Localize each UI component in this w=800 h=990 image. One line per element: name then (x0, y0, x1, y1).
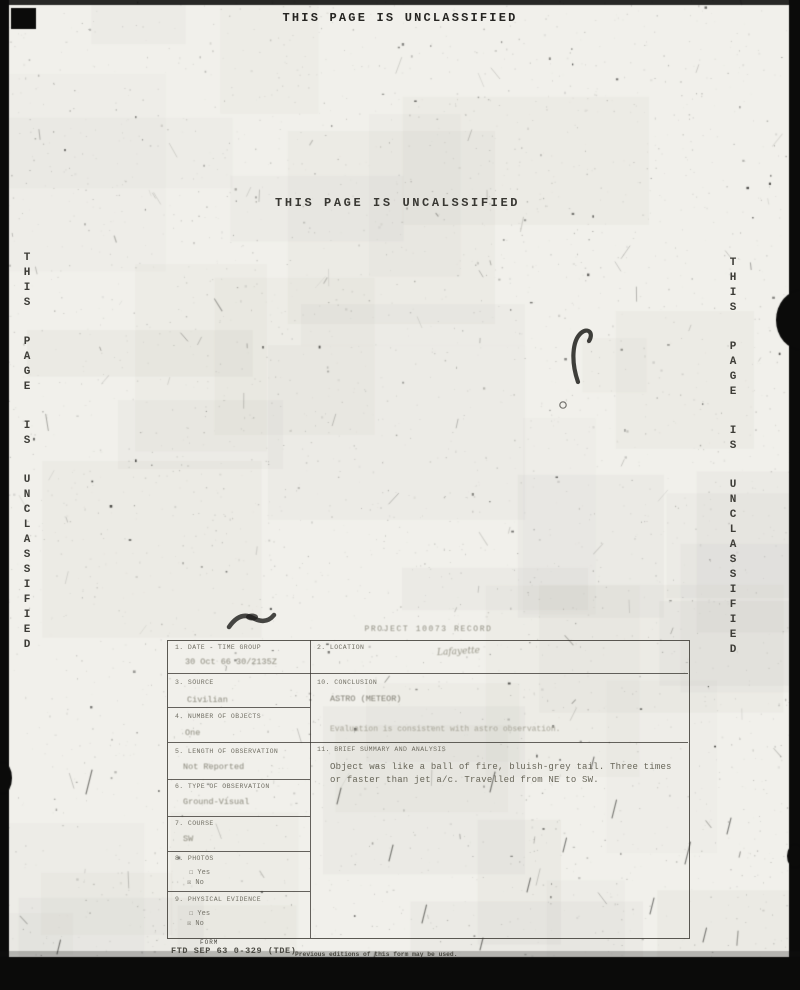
form-row-line (168, 742, 688, 743)
date-time-group-label: 1. DATE - TIME GROUP (175, 644, 262, 651)
course-label: 7. COURSE (175, 820, 214, 827)
form-row-line (168, 891, 310, 892)
form-row-line (168, 816, 310, 817)
conclusion-label: 10. CONCLUSION (317, 679, 378, 686)
form-row-line (168, 707, 310, 708)
number-of-objects-label: 4. NUMBER OF OBJECTS (175, 713, 262, 720)
physical-evidence-label: 9. PHYSICAL EVIDENCE (175, 896, 262, 903)
form-column-divider (310, 640, 311, 938)
form-row-line (168, 673, 688, 674)
form-footer-word: FORM (200, 939, 219, 946)
middle-unclassified-stamp: THIS PAGE IS UNCALSSIFIED (275, 196, 521, 210)
course-value: SW (183, 834, 194, 844)
left-margin-unclassified-stamp: THIS PAGE IS UNCLASSIFIED (21, 252, 33, 654)
photos-yes-checkbox: ☐ Yes (189, 869, 211, 877)
type-of-observation-value: Ground-Visual (183, 797, 250, 807)
form-number: FTD SEP 63 0-329 (TDE) (171, 946, 297, 956)
length-of-observation-value: Not Reported (183, 762, 245, 772)
brief-summary-label: 11. BRIEF SUMMARY AND ANALYSIS (317, 746, 447, 753)
type-of-observation-label: 6. TYPE OF OBSERVATION (175, 783, 270, 790)
number-of-objects-value: One (185, 728, 201, 738)
project-record-form (167, 622, 690, 970)
date-time-group-value: 30 Oct 66 30/2135Z (185, 657, 277, 667)
brief-summary-line: Object was like a ball of fire, bluish-grey tail. Three times (330, 762, 672, 772)
brief-summary-line: or faster than jet a/c. Travelled from NE to SW. (330, 775, 599, 785)
form-row-line (168, 851, 310, 852)
location-value: Lafayette (436, 645, 481, 659)
source-value: Civilian (187, 695, 228, 705)
top-unclassified-stamp: THIS PAGE IS UNCLASSIFIED (282, 11, 518, 25)
conclusion-value: ASTRO (METEOR) (330, 694, 402, 704)
source-label: 3. SOURCE (175, 679, 214, 686)
form-title: PROJECT 10073 RECORD (364, 625, 493, 634)
form-footer-note: Previous editions of this form may be used. (295, 951, 458, 958)
right-margin-unclassified-stamp: THIS PAGE IS UNCLASSIFIED (727, 257, 739, 659)
photos-no-checkbox: ☒ No (187, 879, 204, 887)
physical-evidence-no-checkbox: ☒ No (187, 920, 204, 928)
location-label: 2. LOCATION (317, 644, 365, 651)
form-row-line (168, 779, 310, 780)
conclusion-note: Evaluation is consistent with astro observation. (330, 725, 561, 734)
photos-label: 8. PHOTOS (175, 855, 214, 862)
length-of-observation-label: 5. LENGTH OF OBSERVATION (175, 748, 279, 755)
physical-evidence-yes-checkbox: ☐ Yes (189, 910, 211, 918)
